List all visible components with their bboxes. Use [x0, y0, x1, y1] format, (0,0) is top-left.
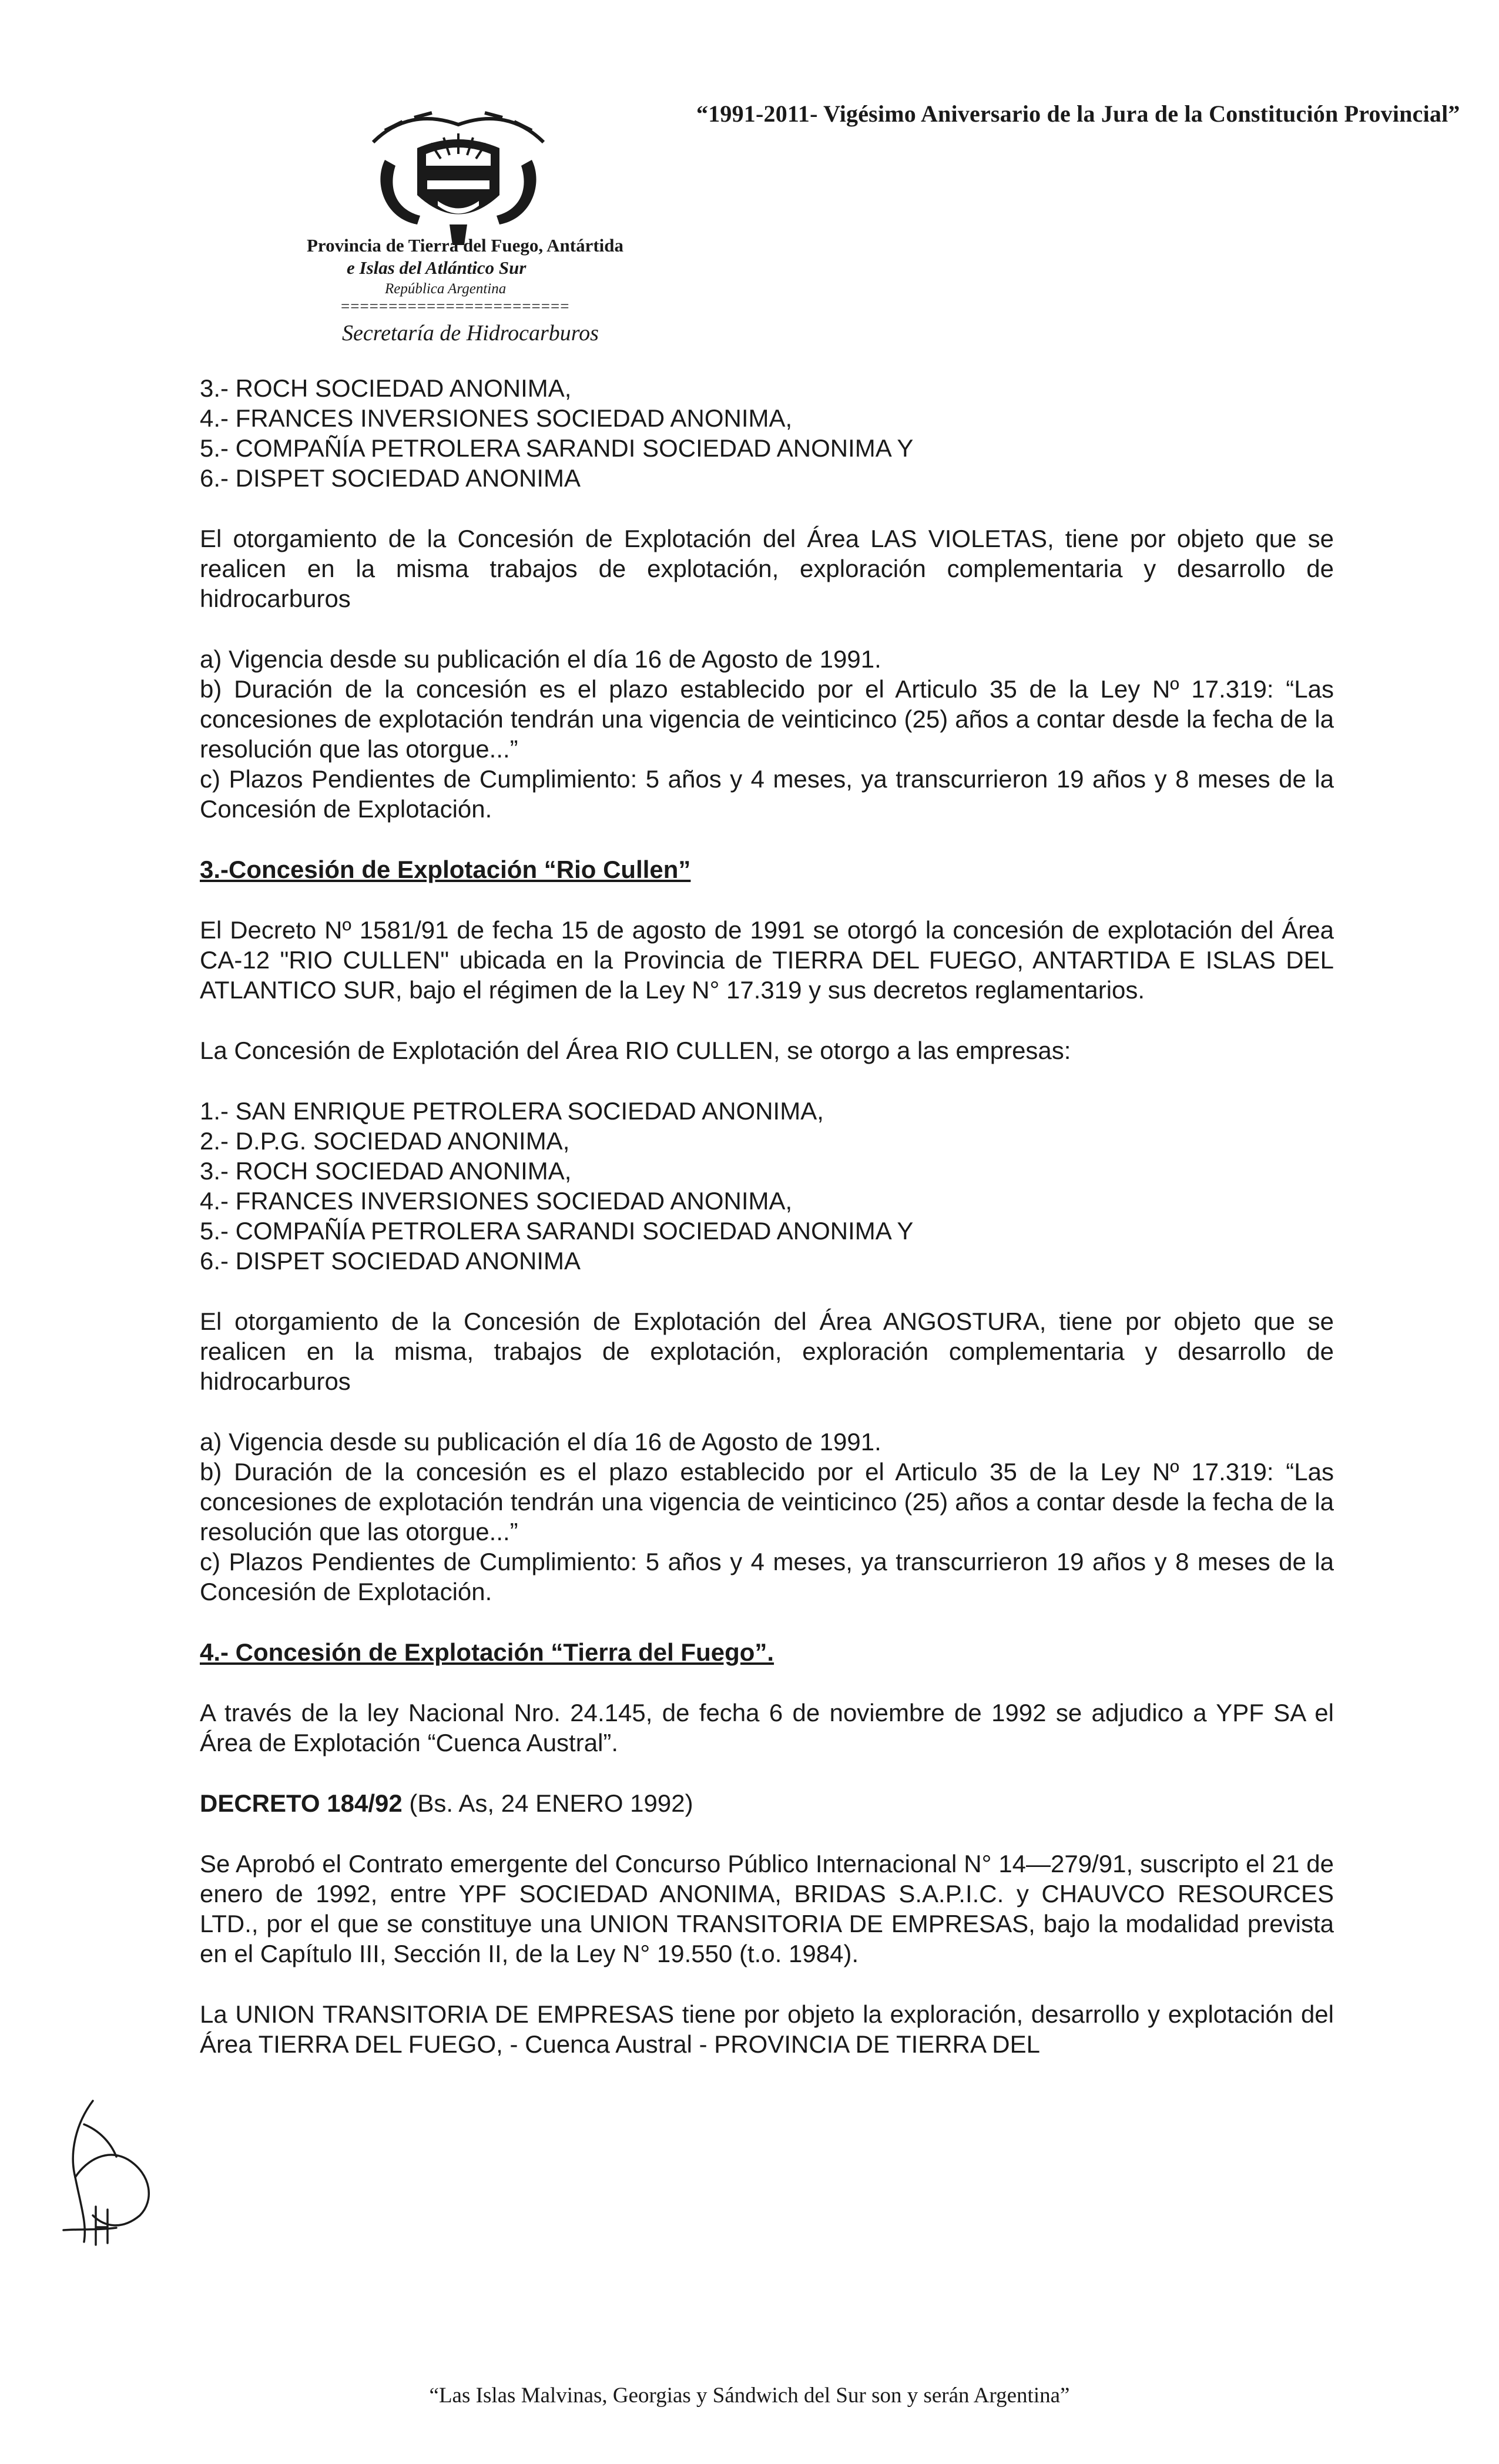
decreto-date: (Bs. As, 24 ENERO 1992) [402, 1789, 693, 1817]
term-duracion: b) Duración de la concesión es el plazo establecido por el Articulo 35 de la Ley Nº 17.319: “Las concesiones de explotación tendrán una vigencia de veinticinco (25) años a contar desde la fecha de la resolución que las otorgue...” [200, 1458, 1334, 1546]
term-vigencia: a) Vigencia desde su publicación el día 16 de Agosto de 1991. [200, 645, 881, 673]
companies-list-2 [200, 1096, 1334, 1276]
paragraph-decreto: El Decreto Nº 1581/91 de fecha 15 de agosto de 1991 se otorgó la concesión de explotación del Área CA-12 "RIO CULLEN" ubicada en la Provincia de TIERRA DEL FUEGO, ANTARTIDA E ISLAS DEL ATLANTICO SUR, bajo el régimen de la Ley N° 17.319 y sus decretos reglamentarios. [200, 916, 1334, 1004]
paragraph-angostura: El otorgamiento de la Concesión de Explotación del Área ANGOSTURA, tiene por objeto que se realicen en la misma, trabajos de explotación, exploración complementaria y desarrollo de hidrocarburos [200, 1308, 1334, 1395]
paragraph-rio-cullen: La Concesión de Explotación del Área RIO CULLEN, se otorgo a las empresas: [200, 1037, 1071, 1064]
province-name: Provincia de Tierra del Fuego, Antártida [307, 235, 624, 256]
header-separator: ======================== [341, 297, 570, 315]
list-item: 1.- SAN ENRIQUE PETROLERA SOCIEDAD ANONIMA, [200, 1097, 824, 1125]
paragraph-contrato [200, 1849, 1334, 1969]
province-islands: e Islas del Atlántico Sur [347, 257, 527, 278]
contrato-text-start: Se Aprobó el Contrato emergente del Concurso Público Internacional N° 14—279/91, suscripto el 21 de enero de 1992, entre YPF SOCIEDAD ANONIMA, BRIDAS S.A.P.I.C. y CHAUVCO RESOURCES LTD. [200, 1850, 1334, 1937]
section-heading-rio-cullen: 3.-Concesión de Explotación “Rio Cullen” [200, 856, 691, 883]
list-item: 6.- DISPET SOCIEDAD ANONIMA [200, 464, 581, 492]
contrato-text-end: , por el que se constituye una UNION TRANSITORIA DE EMPRESAS, bajo la modalidad prevista en el Capítulo III, Sección II, de la Ley N° 19.550 (t.o. 1984). [200, 1910, 1334, 1967]
document-body [200, 373, 1334, 2059]
decreto-line [200, 1788, 1334, 1818]
list-item: 4.- FRANCES INVERSIONES SOCIEDAD ANONIMA, [200, 1187, 793, 1215]
term-plazos: c) Plazos Pendientes de Cumplimiento: 5 años y 4 meses, ya transcurrieron 19 años y 8 meses de la Concesión de Explotación. [200, 765, 1334, 823]
term-duracion: b) Duración de la concesión es el plazo establecido por el Articulo 35 de la Ley Nº 17.319: “Las concesiones de explotación tendrán una vigencia de veinticinco (25) años a contar desde la fecha de la resolución que las otorgue...” [200, 675, 1334, 763]
list-item: 5.- COMPAÑÍA PETROLERA SARANDI SOCIEDAD ANONIMA Y [200, 434, 914, 462]
handwritten-signature [52, 2089, 163, 2248]
paragraph-violetas: El otorgamiento de la Concesión de Explotación del Área LAS VIOLETAS, tiene por objeto que se realicen en la misma trabajos de explotación, exploración complementaria y desarrollo de hidrocarburos [200, 525, 1334, 612]
list-item: 3.- ROCH SOCIEDAD ANONIMA, [200, 374, 572, 402]
paragraph-union-transitoria: La UNION TRANSITORIA DE EMPRESAS tiene por objeto la exploración, desarrollo y explotación del Área TIERRA DEL FUEGO, - Cuenca Austral - PROVINCIA DE TIERRA DEL [200, 2000, 1334, 2058]
republic-label: República Argentina [385, 281, 507, 297]
section-heading-tierra-del-fuego: 4.- Concesión de Explotación “Tierra del Fuego”. [200, 1638, 774, 1666]
list-item: 6.- DISPET SOCIEDAD ANONIMA [200, 1247, 581, 1275]
decreto-label: DECRETO 184/92 [200, 1789, 403, 1817]
provincial-coat-of-arms-logo [361, 107, 555, 248]
companies-list-1 [200, 373, 1334, 493]
list-item: 5.- COMPAÑÍA PETROLERA SARANDI SOCIEDAD ANONIMA Y [200, 1217, 914, 1245]
term-vigencia: a) Vigencia desde su publicación el día 16 de Agosto de 1991. [200, 1428, 881, 1456]
footer-quote: “Las Islas Malvinas, Georgias y Sándwich del Sur son y serán Argentina” [429, 2383, 1070, 2408]
list-item: 4.- FRANCES INVERSIONES SOCIEDAD ANONIMA, [200, 404, 793, 432]
list-item: 2.- D.P.G. SOCIEDAD ANONIMA, [200, 1127, 570, 1155]
secretariat-label: Secretaría de Hidrocarburos [342, 321, 599, 346]
list-item: 3.- ROCH SOCIEDAD ANONIMA, [200, 1157, 572, 1185]
anniversary-header: “1991-2011- Vigésimo Aniversario de la Jura de la Constitución Provincial” [696, 100, 1460, 127]
term-plazos: c) Plazos Pendientes de Cumplimiento: 5 años y 4 meses, ya transcurrieron 19 años y 8 meses de la Concesión de Explotación. [200, 1548, 1334, 1605]
paragraph-ley-nacional: A través de la ley Nacional Nro. 24.145, de fecha 6 de noviembre de 1992 se adjudico a YPF SA el Área de Explotación “Cuenca Austral”. [200, 1699, 1334, 1756]
